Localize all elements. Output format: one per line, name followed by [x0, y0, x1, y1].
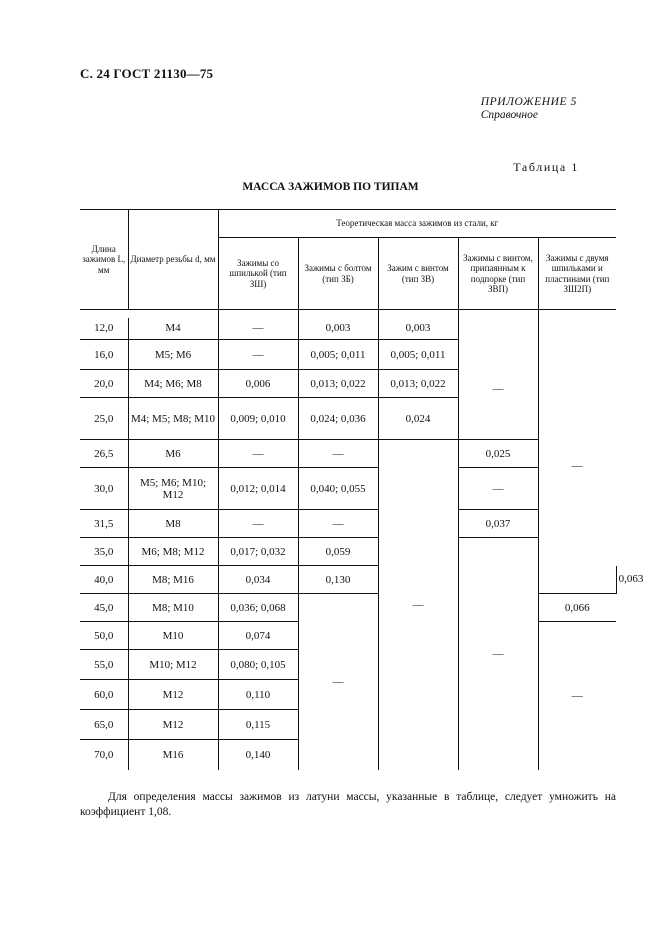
cell-zb: 0,040; 0,055	[298, 468, 378, 510]
cell-diameter: М4; М5; М8; М10	[128, 398, 218, 440]
cell-zsh: —	[218, 510, 298, 538]
page-header: С. 24 ГОСТ 21130—75	[80, 66, 214, 81]
table-row	[80, 468, 616, 510]
cell-zv: 0,024	[378, 398, 458, 440]
header-zsh: Зажимы со шпилькой (тип ЗШ)	[218, 238, 298, 310]
header-zv: Зажим с винтом (тип ЗВ)	[378, 238, 458, 310]
cell-zvp-blank	[458, 318, 538, 340]
header-diameter: Диаметр резьбы d, мм	[128, 210, 218, 310]
cell-zsh2p-merged: —	[538, 340, 616, 594]
cell-length: 70,0	[94, 748, 114, 761]
cell-zvp-merged: —	[458, 340, 538, 440]
cell-diameter: М5; М6	[128, 340, 218, 370]
cell-length: 31,5	[80, 510, 128, 538]
table-row	[80, 318, 616, 340]
cell-zb: 0,059	[298, 538, 378, 566]
cell-zb: 0,003	[298, 318, 378, 340]
cell-diameter: М5; М6; М10; М12	[128, 468, 218, 510]
cell-zsh: 0,036; 0,068	[218, 594, 298, 622]
cell-zv: 0,013; 0,022	[378, 370, 458, 398]
cell-zb: 0,024; 0,036	[298, 398, 378, 440]
cell-zvp: 0,037	[458, 510, 538, 538]
cell-diameter: М6	[128, 440, 218, 468]
cell-zsh: 0,009; 0,010	[218, 398, 298, 440]
cell-zsh: —	[218, 440, 298, 468]
cell-length: 60,0	[80, 680, 128, 710]
footnote: Для определения массы зажимов из латуни массы, указанные в таблице, следует умножить на коэффициент 1,08.	[80, 791, 616, 818]
appendix-number: ПРИЛОЖЕНИЕ 5	[480, 96, 577, 108]
cell-zsh: 0,017; 0,032	[218, 538, 298, 566]
cell-diameter: М4	[128, 318, 218, 340]
cell-length: 25,0	[80, 398, 128, 440]
cell-length: 30,0	[80, 468, 128, 510]
cell-length: 26,5	[80, 440, 128, 468]
header-group: Теоретическая масса зажимов из стали, кг	[218, 210, 616, 238]
table-row	[80, 510, 616, 538]
cell-length: 40,0	[80, 566, 128, 594]
cell-zb-merged: —	[298, 594, 378, 770]
cell-zvp-merged-lower: —	[458, 538, 538, 770]
header-length: Длина зажимов L, мм	[80, 210, 128, 310]
cell-zb: 0,013; 0,022	[298, 370, 378, 398]
cell-diameter: М10; М12	[128, 650, 218, 680]
table-row	[80, 340, 616, 370]
table-row: 40,0 М8; М16 0,034 0,130 0,063	[80, 566, 616, 594]
cell-zvp: 0,025	[458, 440, 538, 468]
cell-zb: —	[298, 440, 378, 468]
cell-length: 45,0	[80, 594, 128, 622]
cell-diameter: М8; М10	[128, 594, 218, 622]
cell-length: 65,0	[80, 710, 128, 740]
cell-zsh: 0,074	[218, 622, 298, 650]
appendix-type: Справочное	[480, 109, 538, 121]
table-number: Таблица 1	[513, 160, 579, 174]
cell-diameter: М12	[128, 680, 218, 710]
appendix-label	[481, 96, 577, 122]
cell-zsh2p: 0,066	[538, 594, 616, 622]
cell-zv: 0,003	[378, 318, 458, 340]
cell-zvp: —	[458, 468, 538, 510]
header-zvp: Зажимы с винтом, припаянным к подпорке (тип ЗВП)	[458, 238, 538, 310]
cell-zv: 0,005; 0,011	[378, 340, 458, 370]
cell-zsh: 0,012; 0,014	[218, 468, 298, 510]
header-zb: Зажимы с болтом (тип ЗБ)	[298, 238, 378, 310]
cell-zv-merged: —	[378, 440, 458, 770]
cell-zsh: —	[218, 340, 298, 370]
cell-zb: 0,130	[298, 566, 378, 594]
table-title: МАССА ЗАЖИМОВ ПО ТИПАМ	[242, 181, 419, 193]
cell-diameter: М10	[128, 622, 218, 650]
cell-length: 55,0	[80, 650, 128, 680]
cell-zsh: 0,006	[218, 370, 298, 398]
cell-diameter: М8; М16	[128, 566, 218, 594]
table-row	[80, 440, 616, 468]
cell-length: 16,0	[80, 340, 128, 370]
cell-zsh: 0,080; 0,105	[218, 650, 298, 680]
cell-zsh2p-blank	[538, 318, 616, 340]
cell-zsh: 0,115	[218, 710, 298, 740]
cell-zsh: 0,034	[218, 566, 298, 594]
cell-diameter: М12	[128, 710, 218, 740]
cell-length: 20,0	[80, 370, 128, 398]
cell-diameter: М16	[128, 740, 218, 770]
cell-zb: —	[298, 510, 378, 538]
cell-zsh: —	[218, 318, 298, 340]
cell-zsh: 0,110	[218, 680, 298, 710]
cell-diameter: М8	[128, 510, 218, 538]
mass-table	[80, 209, 644, 770]
cell-diameter: М6; М8; М12	[128, 538, 218, 566]
cell-zsh: 0,140	[218, 740, 298, 770]
cell-zsh2p-merged-lower: —	[538, 622, 616, 770]
cell-length: 12,0	[80, 318, 128, 340]
header-zsh2p: Зажимы с двумя шпильками и пластинами (тип ЗШ2П)	[538, 238, 616, 310]
cell-length: 50,0	[80, 622, 128, 650]
cell-zb: 0,005; 0,011	[298, 340, 378, 370]
cell-length: 35,0	[80, 538, 128, 566]
cell-diameter: М4; М6; М8	[128, 370, 218, 398]
table-row	[80, 538, 616, 566]
